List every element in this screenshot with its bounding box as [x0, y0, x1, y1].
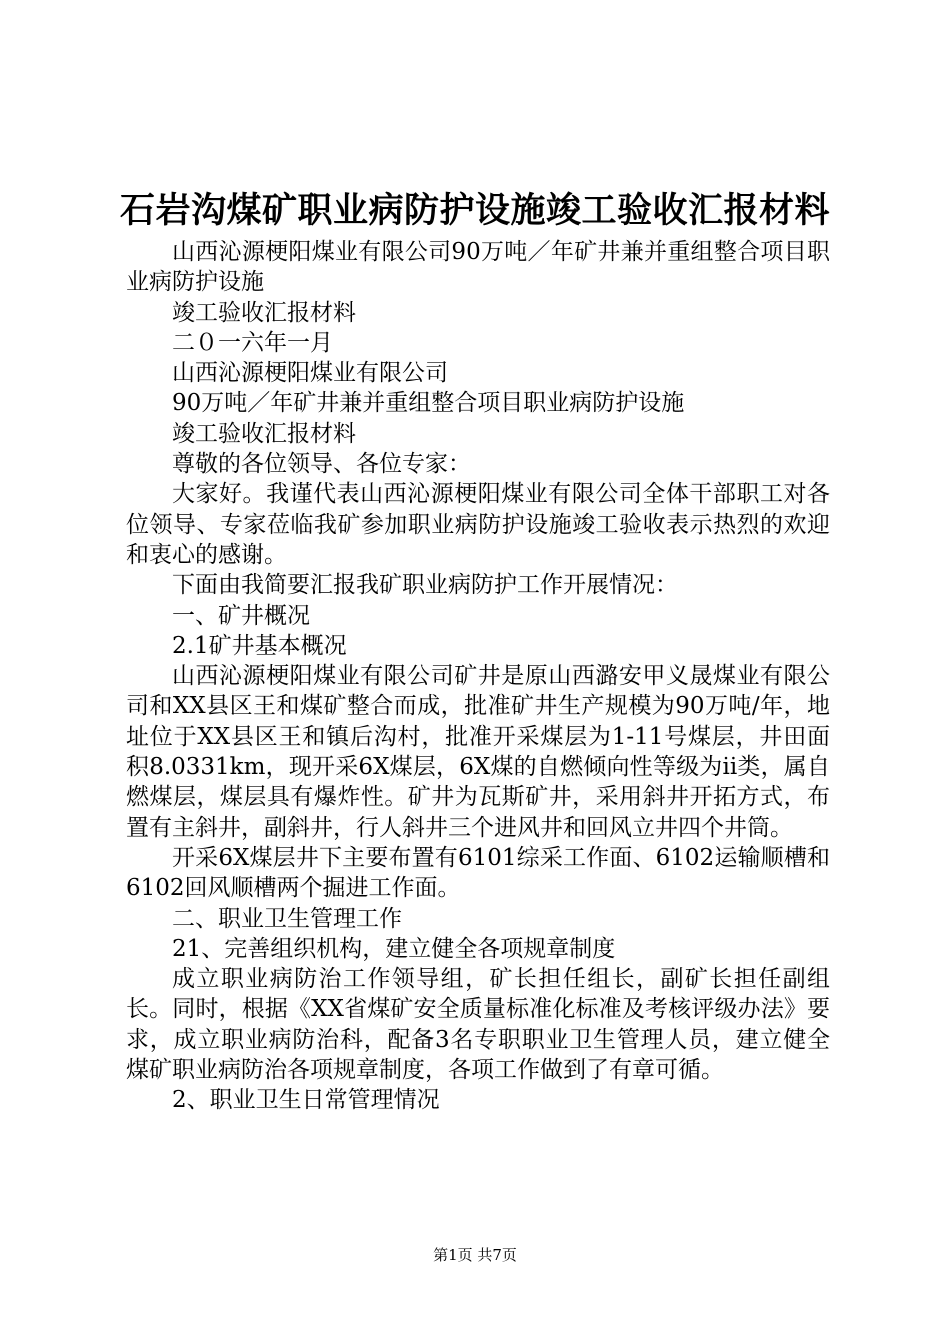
page-footer: 第1页 共7页: [433, 1246, 517, 1264]
section-heading: 一、矿井概况: [172, 602, 310, 629]
paragraph: 90万吨／年矿井兼并重组整合项目职业病防护设施: [172, 390, 685, 417]
subsection-heading: 2、职业卫生日常管理情况: [172, 1087, 440, 1114]
paragraph: 二０一六年一月: [172, 329, 333, 356]
paragraph: 山西沁源梗阳煤业有限公司: [172, 360, 448, 387]
subsection-heading: 2.1矿井基本概况: [172, 632, 347, 659]
paragraph: 山西沁源梗阳煤业有限公司矿井是原山西潞安甲义晟煤业有限公司和XX县区王和煤矿整合而成，批准矿井生产规模为90万吨/年，地址位于XX县区王和镇后沟村，批准开采煤层为1-11号煤层，井田面积8.0331km，现开采6X煤层，6X煤的自燃倾向性等级为ii类，属自燃煤层，煤层具有爆炸性。矿井为瓦斯矿井，采用斜井开拓方式，布置有主斜井，副斜井，行人斜井三个进风井和回风立井四个井筒。: [126, 663, 830, 841]
section-heading: 二、职业卫生管理工作: [172, 905, 402, 932]
subsection-heading: 21、完善组织机构，建立健全各项规章制度: [172, 935, 616, 962]
paragraph: 开采6X煤层井下主要布置有6101综采工作面、6102运输顺槽和6102回风顺槽两个掘进工作面。: [126, 844, 830, 902]
salutation: 尊敬的各位领导、各位专家：: [172, 451, 471, 478]
document-body: [126, 237, 830, 1116]
paragraph: 竣工验收汇报材料: [172, 420, 356, 447]
paragraph: 下面由我简要汇报我矿职业病防护工作开展情况：: [172, 572, 678, 599]
paragraph: 山西沁源梗阳煤业有限公司90万吨／年矿井兼并重组整合项目职业病防护设施: [126, 239, 830, 296]
paragraph: 成立职业病防治工作领导组，矿长担任组长，副矿长担任副组长。同时，根据《XX省煤矿安全质量标准化标准及考核评级办法》要求，成立职业病防治科，配备3名专职职业卫生管理人员，建立健全煤矿职业病防治各项规章制度，各项工作做到了有章可循。: [126, 966, 830, 1084]
document-title: 石岩沟煤矿职业病防护设施竣工验收汇报材料: [119, 190, 830, 231]
paragraph: 竣工验收汇报材料: [172, 299, 356, 326]
paragraph: 大家好。我谨代表山西沁源梗阳煤业有限公司全体干部职工对各位领导、专家莅临我矿参加职业病防护设施竣工验收表示热烈的欢迎和衷心的感谢。: [126, 481, 830, 568]
